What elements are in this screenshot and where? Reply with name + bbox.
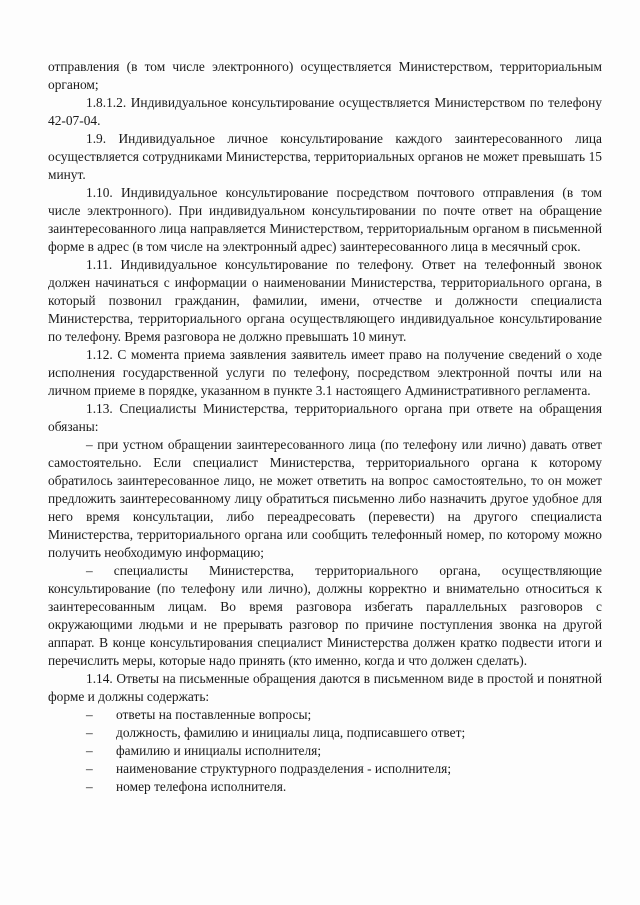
paragraph-continuation: отправления (в том числе электронного) осуществляется Министерством, территориальным органом; [48, 59, 602, 92]
list-item-text: ответы на поставленные вопросы; [116, 707, 312, 722]
list-dash: – [86, 725, 93, 740]
paragraph-1-9: 1.9. Индивидуальное личное консультирование каждого заинтересованного лица осуществляется сотрудниками Министерства, территориальных органов не может превышать 15 минут. [48, 131, 602, 182]
paragraph-1-14: 1.14. Ответы на письменные обращения даются в письменном виде в простой и понятной форме и должны содержать: [48, 671, 602, 704]
list-item [48, 706, 602, 724]
paragraph-1-8-1-2: 1.8.1.2. Индивидуальное консультирование осуществляется Министерством по телефону 42-07-04. [48, 95, 602, 128]
list-dash: – [86, 743, 93, 758]
list-item [48, 742, 602, 760]
list-item [48, 778, 602, 796]
paragraph-specialists-conduct: – специалисты Министерства, территориального органа, осуществляющие консультирование (по телефону или лично), должны корректно и внимательно относиться к заинтересованным лицам. Во время разговора избегать параллельных разговоров с окружающими людьми и не прерывать разговор по причине поступления звонка на другой аппарат. В конце консультирования специалист Министерства должен кратко подвести итоги и перечислить меры, которые надо принять (кто именно, когда и что должен сделать). [48, 563, 602, 668]
list-dash: – [86, 707, 93, 722]
paragraph-1-12: 1.12. С момента приема заявления заявитель имеет право на получение сведений о ходе исполнения государственной услуги по телефону, посредством электронной почты или на личном приеме в порядке, указанном в пункте 3.1 настоящего Административного регламента. [48, 347, 602, 398]
list-dash: – [86, 761, 93, 776]
document-body [48, 58, 602, 796]
list-item-text: фамилию и инициалы исполнителя; [116, 743, 322, 758]
list-dash: – [86, 779, 93, 794]
paragraph-1-13: 1.13. Специалисты Министерства, территориального органа при ответе на обращения обязаны: [48, 401, 602, 434]
paragraph-oral-requests: – при устном обращении заинтересованного лица (по телефону или лично) давать ответ самостоятельно. Если специалист Министерства, территориального органа к которому обратилось заинтересованное лицо, не может ответить на вопрос самостоятельно, то он может предложить заинтересованному лицу обратиться письменно либо назначить другое удобное для него время консультации, либо переадресовать (перевести) на другого специалиста Министерства, территориального органа или сообщить телефонный номер, по которому можно получить необходимую информацию; [48, 437, 602, 560]
paragraph-1-11: 1.11. Индивидуальное консультирование по телефону. Ответ на телефонный звонок должен начинаться с информации о наименовании Министерства, территориального органа, в который позвонил гражданин, фамилии, имени, отчестве и должности специалиста Министерства, территориального органа осуществляющего индивидуальное консультирование по телефону. Время разговора не должно превышать 10 минут. [48, 257, 602, 344]
list-item [48, 760, 602, 778]
list-item-text: должность, фамилию и инициалы лица, подписавшего ответ; [116, 725, 466, 740]
list-item [48, 724, 602, 742]
list-item-text: наименование структурного подразделения - исполнителя; [116, 761, 452, 776]
list-item-text: номер телефона исполнителя. [116, 779, 287, 794]
paragraph-1-10: 1.10. Индивидуальное консультирование посредством почтового отправления (в том числе электронного). При индивидуальном консультировании по почте ответ на обращение заинтересованного лица направляется Министерством, территориальным органом в письменной форме в адрес (в том числе на электронный адрес) заинтересованного лица в месячный срок. [48, 185, 602, 254]
